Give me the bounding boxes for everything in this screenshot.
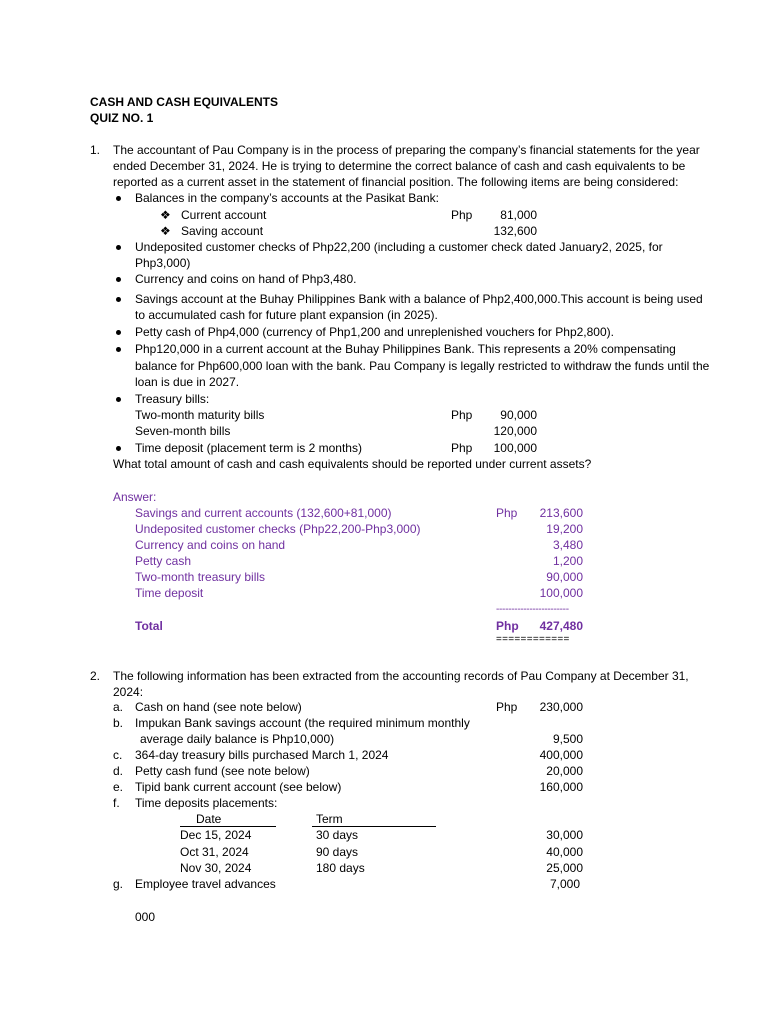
item-label: Employee travel advances (135, 877, 276, 891)
bullet-icon (116, 330, 121, 335)
answer-row-label: Currency and coins on hand (135, 538, 286, 552)
item-letter: a. (113, 700, 124, 714)
answer-label: Answer: (113, 490, 157, 504)
seven-month-bills-label: Seven-month bills (135, 424, 231, 438)
two-month-bills-label: Two-month maturity bills (135, 408, 265, 422)
two-month-bills-amount: 90,000 (500, 408, 537, 422)
document-title: CASH AND CASH EQUIVALENTS (90, 95, 279, 109)
bullet-icon (116, 277, 121, 282)
compensating-line: Php120,000 in a current account at the Buhay Philippines Bank. This represents a 20% compensating (135, 342, 676, 356)
td-term: 90 days (316, 845, 359, 859)
seven-month-bills-amount: 120,000 (493, 424, 537, 438)
td-date-header: Date (196, 812, 222, 826)
answer-total-amount: 427,480 (539, 619, 583, 633)
td-date-header-rule (180, 826, 276, 827)
savings-buhay-line: to accumulated cash for future plant expansion (in 2025). (135, 308, 438, 322)
answer-total-label: Total (135, 619, 163, 633)
td-term: 30 days (316, 828, 359, 842)
bank-balances-label: Balances in the company’s accounts at the Pasikat Bank: (135, 191, 439, 205)
answer-row-amount: 19,200 (546, 522, 583, 536)
time-deposit-label: Time deposit (placement term is 2 months) (135, 441, 362, 455)
td-amount: 30,000 (546, 828, 583, 842)
item-letter: d. (113, 764, 124, 778)
diamond-bullet-icon: ❖ (160, 224, 171, 238)
petty-cash-line: Petty cash of Php4,000 (currency of Php1,200 and unreplenished vouchers for Php2,800). (135, 325, 614, 339)
item-amount: 230,000 (539, 700, 583, 714)
td-date: Oct 31, 2024 (180, 845, 249, 859)
item-letter: b. (113, 716, 124, 730)
time-deposit-amount: 100,000 (493, 441, 537, 455)
question-1-intro-line: ended December 31, 2024. He is trying to determine the correct balance of cash and cash equivalents to be (113, 159, 686, 173)
item-letter: c. (113, 748, 123, 762)
answer-row-label: Time deposit (135, 586, 204, 600)
item-amount: 9,500 (552, 732, 583, 746)
item-label: 364-day treasury bills purchased March 1, 2024 (135, 748, 389, 762)
item-letter: e. (113, 780, 124, 794)
bullet-icon (116, 446, 121, 451)
question-2-intro-line: 2024: (113, 685, 144, 699)
td-term-header-rule (312, 826, 436, 827)
answer-row-amount: 1,200 (552, 554, 583, 568)
current-account-label: Current account (181, 208, 267, 222)
php-label: Php (451, 441, 473, 455)
item-label: Cash on hand (see note below) (135, 700, 302, 714)
item-label-continued: average daily balance is Php10,000) (140, 732, 335, 746)
answer-total-php: Php (496, 619, 519, 633)
savings-buhay-line: Savings account at the Buhay Philippines Bank with a balance of Php2,400,000.This account is being used (135, 292, 703, 306)
td-amount: 25,000 (546, 861, 583, 875)
php-label: Php (496, 700, 518, 714)
undeposited-line: Undeposited customer checks of Php22,200 (including a customer check dated January2, 2025, for (135, 240, 663, 254)
td-date: Nov 30, 2024 (180, 861, 252, 875)
item-amount: 7,000 (549, 877, 580, 891)
saving-account-amount: 132,600 (493, 224, 537, 238)
question-1-intro-line: reported as a current asset in the statement of financial position. The following items are being considered: (113, 175, 679, 189)
answer-php-label: Php (496, 506, 518, 520)
saving-account-label: Saving account (181, 224, 264, 238)
bullet-icon (116, 297, 121, 302)
answer-row-label: Undeposited customer checks (Php22,200-Php3,000) (135, 522, 421, 536)
answer-double-underline: ============ (496, 634, 570, 645)
undeposited-line: Php3,000) (135, 256, 191, 270)
bullet-icon (116, 245, 121, 250)
diamond-bullet-icon: ❖ (160, 208, 171, 222)
item-label: Impukan Bank savings account (the required minimum monthly (135, 716, 470, 730)
item-amount: 20,000 (546, 764, 583, 778)
td-term-header: Term (316, 812, 343, 826)
item-label: Time deposits placements: (135, 796, 278, 810)
php-label: Php (451, 208, 473, 222)
answer-row-amount: 90,000 (546, 570, 583, 584)
footer-text: 000 (135, 910, 156, 924)
item-amount: 160,000 (539, 780, 583, 794)
td-amount: 40,000 (546, 845, 583, 859)
item-letter: f. (113, 796, 120, 810)
question-1-prompt: What total amount of cash and cash equivalents should be reported under current assets? (113, 457, 592, 471)
bullet-icon (116, 196, 121, 201)
td-date: Dec 15, 2024 (180, 828, 252, 842)
td-term: 180 days (316, 861, 365, 875)
compensating-line: balance for Php600,000 loan with the bank. Pau Company is legally restricted to withdraw the funds until the (135, 359, 710, 373)
answer-row-amount: 213,600 (539, 506, 583, 520)
item-letter: g. (113, 877, 124, 891)
answer-row-label: Two-month treasury bills (135, 570, 266, 584)
question-2-number: 2. (90, 669, 101, 683)
answer-row-label: Petty cash (135, 554, 192, 568)
answer-row-amount: 100,000 (539, 586, 583, 600)
treasury-bills-label: Treasury bills: (135, 392, 210, 406)
current-account-amount: 81,000 (500, 208, 537, 222)
php-label: Php (451, 408, 473, 422)
bullet-icon (116, 397, 121, 402)
compensating-line: loan is due in 2027. (135, 375, 240, 389)
item-label: Tipid bank current account (see below) (135, 780, 342, 794)
question-1-intro-line: The accountant of Pau Company is in the process of preparing the company’s financial statements for the year (113, 143, 700, 157)
answer-underline: ------------------------ (496, 604, 569, 615)
question-1-number: 1. (90, 143, 101, 157)
currency-coins-line: Currency and coins on hand of Php3,480. (135, 272, 357, 286)
quiz-number: QUIZ NO. 1 (90, 111, 154, 125)
answer-row-label: Savings and current accounts (132,600+81,000) (135, 506, 392, 520)
answer-row-amount: 3,480 (552, 538, 583, 552)
item-amount: 400,000 (539, 748, 583, 762)
question-2-intro-line: The following information has been extracted from the accounting records of Pau Company at December 31, (113, 669, 689, 683)
bullet-icon (116, 347, 121, 352)
item-label: Petty cash fund (see note below) (135, 764, 310, 778)
